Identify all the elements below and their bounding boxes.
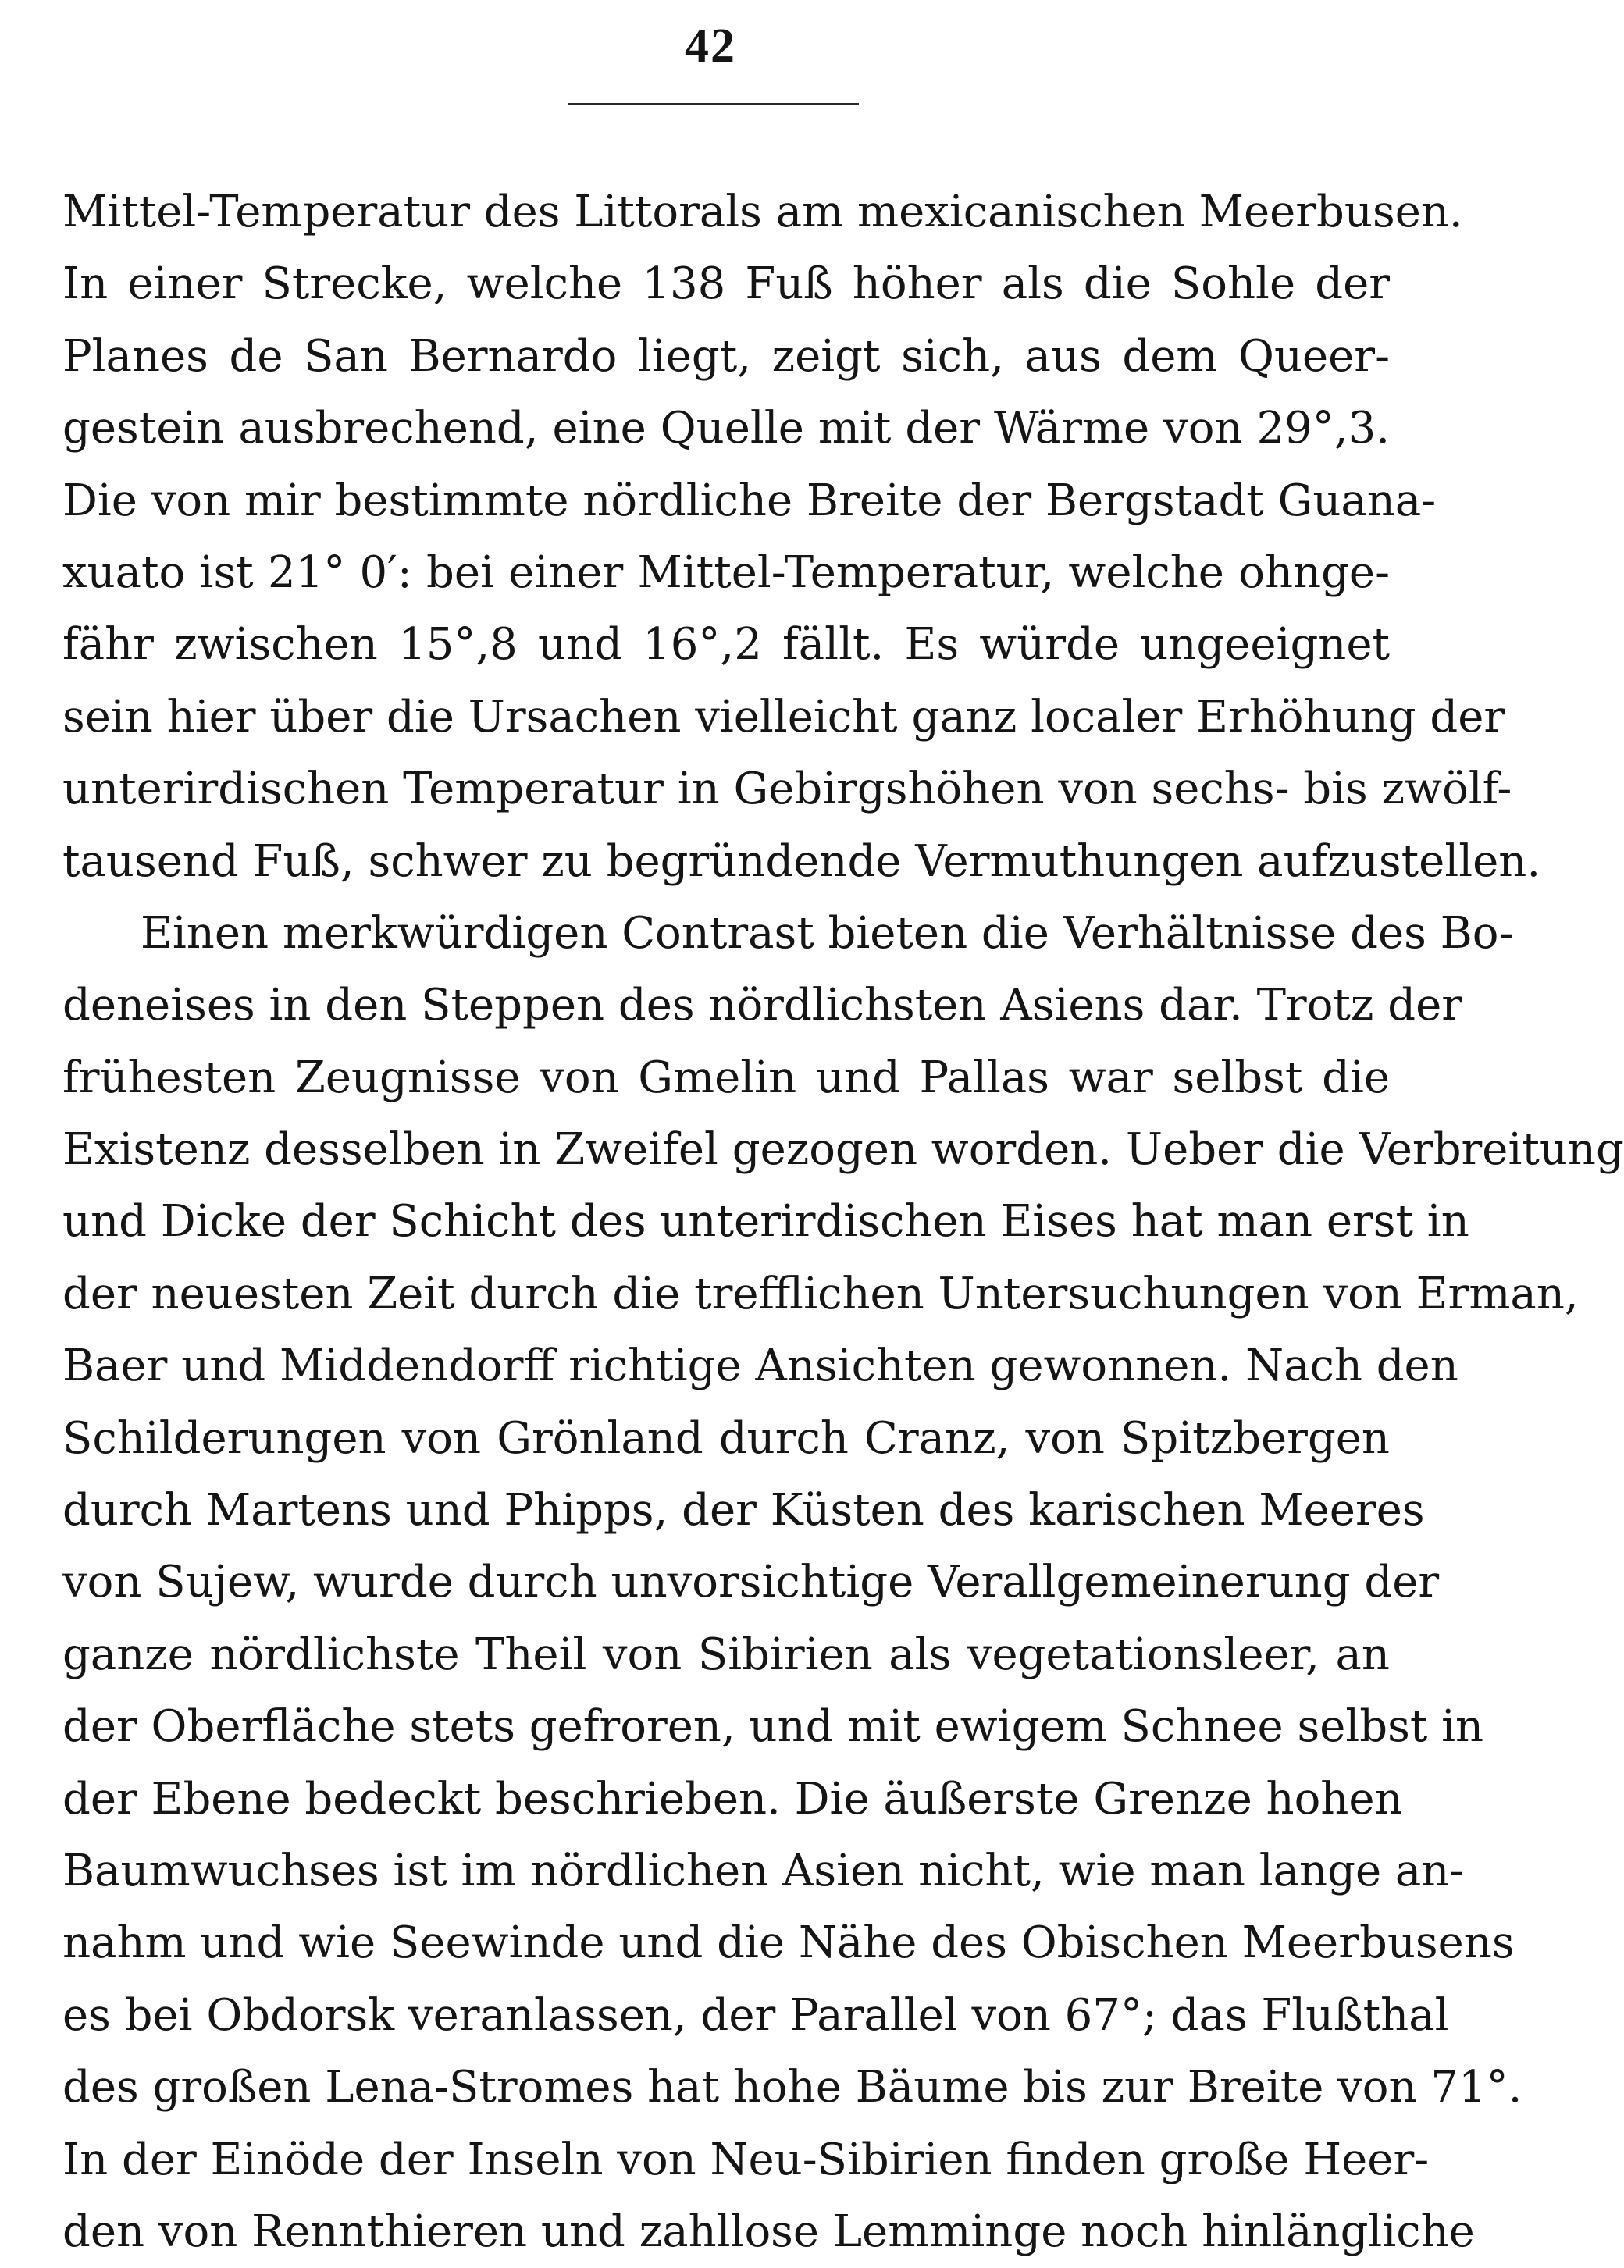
text-line: nahm und wie Seewinde und die Nähe des Obischen Meerbusens: [62, 1917, 1515, 1969]
text-line: Baumwuchses ist im nördlichen Asien nicht, wie man lange an-: [62, 1845, 1465, 1896]
text-line: von Sujew, wurde durch unvorsichtige Verallgemeinerung der: [62, 1557, 1440, 1608]
text-line: In der Einöde der Inseln von Neu-Sibirien finden große Heer-: [62, 2134, 1430, 2185]
text-line: der neuesten Zeit durch die trefflichen Untersuchungen von Erman,: [62, 1268, 1579, 1319]
text-line: Die von mir bestimmte nördliche Breite der Bergstadt Guana-: [62, 475, 1437, 526]
text-line: durch Martens und Phipps, der Küsten des karischen Meeres: [62, 1485, 1425, 1536]
text-line: des großen Lena-Stromes hat hohe Bäume bis zur Breite von 71°.: [62, 2062, 1522, 2113]
header-rule: [568, 103, 859, 105]
text-line: deneises in den Steppen des nördlichsten Asiens dar. Trotz der: [62, 980, 1462, 1031]
text-line: und Dicke der Schicht des unterirdischen Eises hat man erst in: [62, 1196, 1469, 1248]
text-line: tausend Fuß, schwer zu begründende Vermuthungen aufzustellen.: [62, 835, 1541, 887]
text-line: Planes de San Bernardo liegt, zeigt sich, aus dem Queer-: [62, 330, 1390, 382]
text-line: sein hier über die Ursachen vielleicht ganz localer Erhöhung der: [62, 691, 1505, 742]
text-line: Einen merkwürdigen Contrast bieten die Verhältnisse des Bo-: [141, 907, 1514, 959]
text-line: Existenz desselben in Zweifel gezogen worden. Ueber die Verbreitung: [62, 1124, 1624, 1176]
text-line: Schilderungen von Grönland durch Cranz, von Spitzbergen: [62, 1412, 1390, 1464]
text-line: fähr zwischen 15°,8 und 16°,2 fällt. Es würde ungeeignet: [62, 619, 1390, 671]
text-line: den von Rennthieren und zahllose Lemminge noch hinlängliche: [62, 2206, 1475, 2257]
text-line: In einer Strecke, welche 138 Fuß höher als die Sohle der: [62, 258, 1390, 310]
text-line: Baer und Middendorff richtige Ansichten gewonnen. Nach den: [62, 1341, 1458, 1392]
text-line: der Oberfläche stets gefroren, und mit ewigem Schnee selbst in: [62, 1701, 1484, 1753]
text-line: ganze nördlichste Theil von Sibirien als vegetationsleer, an: [62, 1629, 1390, 1680]
text-line: gestein ausbrechend, eine Quelle mit der Wärme von 29°,3.: [62, 403, 1390, 454]
text-line: unterirdischen Temperatur in Gebirgshöhen von sechs- bis zwölf-: [62, 764, 1512, 815]
page-number: 42: [685, 20, 736, 73]
text-line: frühesten Zeugnisse von Gmelin und Pallas war selbst die: [62, 1052, 1390, 1103]
text-line: Mittel-Temperatur des Littorals am mexicanischen Meerbusen.: [62, 187, 1463, 237]
text-line: der Ebene bedeckt beschrieben. Die äußerste Grenze hohen: [62, 1773, 1403, 1825]
text-line: es bei Obdorsk veranlassen, der Parallel von 67°; das Flußthal: [62, 1989, 1449, 2041]
body-text: [62, 176, 1624, 2268]
text-line: xuato ist 21° 0′: bei einer Mittel-Temperatur, welche ohnge-: [62, 547, 1390, 598]
